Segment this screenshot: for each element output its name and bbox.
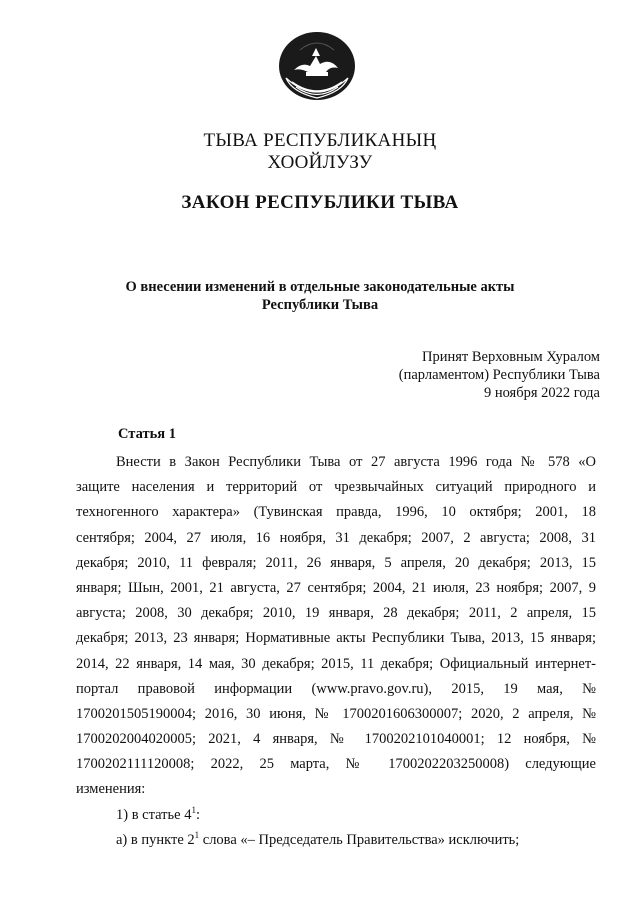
body-line: портал правовой информации (www.pravo.gov.ru), 2015, 19 мая, №: [76, 680, 596, 697]
article-body: [76, 450, 596, 853]
adopted-block: [300, 348, 600, 402]
body-line: 1700202004020005; 2021, 4 января, № 1700202101040001; 12 ноября, №: [76, 731, 596, 748]
body-line: декабря; 2010, 11 февраля; 2011, 26 января, 5 апреля, 20 декабря; 2013, 15: [76, 554, 596, 571]
body-line: 2014, 22 января, 14 мая, 30 декабря; 2015, 11 декабря; Официальный интернет-: [76, 655, 596, 672]
header-line-1: ТЫВА РЕСПУБЛИКАНЫҢ: [203, 130, 437, 151]
item-1-superscript: 1: [191, 804, 196, 815]
header-line-2: ХООЙЛУЗУ: [267, 152, 373, 173]
subject-line-1: О внесении изменений в отдельные законодательные акты: [125, 279, 515, 295]
item-1: [76, 803, 596, 828]
body-line: августа; 2008, 30 декабря; 2010, 19 января, 28 декабря; 2011, 2 апреля, 15: [76, 605, 596, 622]
body-line: января; Шын, 2001, 21 августа, 27 сентября; 2004, 21 июля, 23 ноября; 2007, 9: [76, 579, 596, 596]
item-1-text: 1) в статье 4: [116, 806, 192, 823]
item-a-suffix: слова «– Председатель Правительства» исключить;: [199, 831, 520, 848]
subject-line-2: Республики Тыва: [261, 297, 379, 313]
item-a-text: а) в пункте 2: [116, 831, 195, 848]
item-a-superscript: 1: [194, 829, 200, 840]
body-line: техногенного характера» (Тувинская правда, 1996, 10 октября; 2001, 18: [76, 504, 596, 521]
body-line: изменения:: [76, 781, 146, 798]
adopted-line-2: (парламентом) Республики Тыва: [398, 367, 600, 383]
article-heading: Статья 1: [118, 426, 176, 442]
body-line: 1700201505190004; 2016, 30 июня, № 1700201606300007; 2020, 2 апреля, №: [76, 705, 596, 722]
item-a: [76, 828, 596, 853]
body-line: 1700202111120008; 2022, 25 марта, № 1700202203250008) следующие: [76, 756, 596, 773]
body-line: защите населения и территорий от чрезвычайных ситуаций природного и: [76, 479, 596, 496]
item-1-suffix: :: [195, 806, 200, 823]
adopted-line-3: 9 ноября 2022 года: [483, 385, 600, 401]
body-line: декабря; 2013, 23 января; Нормативные акты Республики Тыва, 2013, 15 января;: [76, 630, 596, 647]
body-line: сентября; 2004, 27 июля, 16 ноября, 31 декабря; 2007, 2 августа; 2008, 31: [76, 529, 596, 546]
law-title: ЗАКОН РЕСПУБЛИКИ ТЫВА: [181, 192, 459, 213]
body-line: Внести в Закон Республики Тыва от 27 августа 1996 года № 578 «О: [116, 454, 596, 470]
adopted-line-1: Принят Верховным Хуралом: [422, 349, 600, 365]
tuva-emblem-icon: [272, 26, 362, 108]
